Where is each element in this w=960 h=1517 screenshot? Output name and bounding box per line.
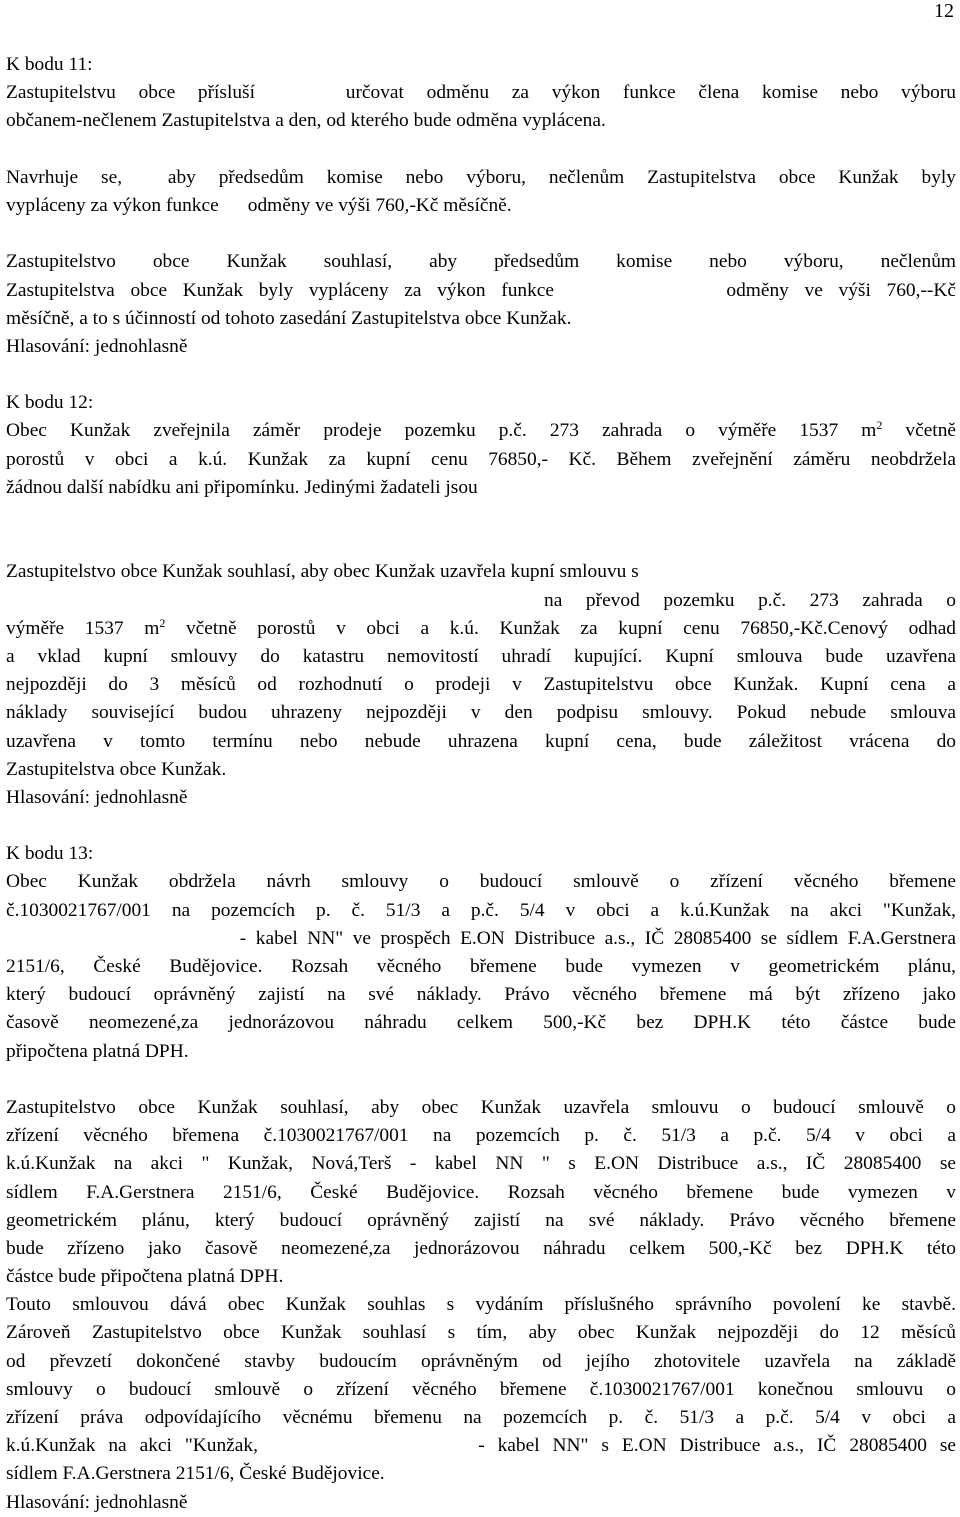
s13-p2-line: bude zřízeno jako časově neomezené,za jednorázovou náhradu celkem 500,-Kč bez DPH.K této xyxy=(6,1237,956,1259)
superscript: 2 xyxy=(159,615,166,630)
s13-p2-line: od převzetí dokončené stavby budoucím oprávněným od jejího zhotovitele uzavřela na základě xyxy=(6,1350,956,1372)
s12-p2-line: Zastupitelstvo obce Kunžak souhlasí, aby obec Kunžak uzavřela kupní smlouvu s xyxy=(6,561,639,583)
s11-p2-line: Navrhuje se, aby předsedům komise nebo výboru, nečlenům Zastupitelstva obce Kunžak byly xyxy=(6,166,956,188)
s12-p2-text: výměře 1537 m xyxy=(6,617,160,639)
s13-p1-line: Obec Kunžak obdržela návrh smlouvy o budoucí smlouvě o zřízení věcného břemene xyxy=(6,871,956,893)
section-heading-12: K bodu 12: xyxy=(6,392,94,414)
s13-p1-line: č.1030021767/001 na pozemcích p. č. 51/3 a p.č. 5/4 v obci a k.ú.Kunžak na akci "Kunžak, xyxy=(6,899,956,921)
s12-p2-line: na převod pozemku p.č. 273 zahrada o xyxy=(544,589,956,611)
s13-p2-line: smlouvy o budoucí smlouvě o zřízení věcného břemene č.1030021767/001 konečnou smlouvu o xyxy=(6,1378,956,1400)
s13-p2-line: částce bude připočtena platná DPH. xyxy=(6,1266,284,1288)
s12-p2-line: nejpozději do 3 měsíců od rozhodnutí o prodeji v Zastupitelstvu obce Kunžak. Kupní cena a xyxy=(6,674,956,696)
s11-p1-line: občanem-nečlenem Zastupitelstva a den, od kterého bude odměna vyplácena. xyxy=(6,110,606,132)
section-heading-13: K bodu 13: xyxy=(6,843,94,865)
s12-p1-line xyxy=(6,417,956,445)
s12-p1-text: včetně xyxy=(882,420,956,442)
vote-result-12: Hlasování: jednohlasně xyxy=(6,786,188,808)
vote-result-13: Hlasování: jednohlasně xyxy=(6,1491,188,1513)
s13-p2-line: Zároveň Zastupitelstvo obce Kunžak souhlasí s tím, aby obec Kunžak nejpozději do 12 měsíců xyxy=(6,1322,956,1344)
section-heading-11: K bodu 11: xyxy=(6,54,93,75)
document-body xyxy=(6,51,956,1517)
s12-p2-line: uzavřena v tomto termínu nebo nebude uhrazena kupní cena, bude záležitost vrácena do xyxy=(6,730,956,752)
s13-p1-line: připočtena platná DPH. xyxy=(6,1040,189,1062)
s13-p2-line: zřízení věcného břemena č.1030021767/001 na pozemcích p. č. 51/3 a p.č. 5/4 v obci a xyxy=(6,1125,956,1147)
s12-p1-text: Obec Kunžak zveřejnila záměr prodeje pozemku p.č. 273 zahrada o výměře 1537 m xyxy=(6,420,877,442)
s12-p2-line xyxy=(6,615,956,643)
s13-p2-line: geometrickém plánu, který budoucí oprávněný zajistí na své náklady. Právo věcného břemene xyxy=(6,1209,956,1231)
s12-p2-line: náklady související budou uhrazeny nejpozději v den podpisu smlouvy. Pokud nebude smlouva xyxy=(6,702,956,724)
s11-p3-line: Zastupitelstva obce Kunžak byly vypláceny za výkon funkce odměny ve výši 760,--Kč xyxy=(6,279,956,301)
vote-result-11: Hlasování: jednohlasně xyxy=(6,335,188,357)
s12-p2-line: a vklad kupní smlouvy do katastru nemovitostí uhradí kupující. Kupní smlouva bude uzavřena xyxy=(6,645,956,667)
s13-p2-line: zřízení práva odpovídajícího věcnému břemenu na pozemcích p. č. 51/3 a p.č. 5/4 v obci a xyxy=(6,1407,956,1428)
s13-p2-line: k.ú.Kunžak na akci "Kunžak, - kabel NN" s E.ON Distribuce a.s., IČ 28085400 se xyxy=(6,1435,956,1457)
s13-p1-line: - kabel NN" ve prospěch E.ON Distribuce a.s., IČ 28085400 se sídlem F.A.Gerstnera xyxy=(116,927,956,949)
s11-p3-line: Zastupitelstvo obce Kunžak souhlasí, aby předsedům komise nebo výboru, nečlenům xyxy=(6,251,956,273)
s13-p1-line: 2151/6, České Budějovice. Rozsah věcného břemene bude vymezen v geometrickém plánu, xyxy=(6,956,956,977)
s13-p1-line: který budoucí oprávněný zajistí na své náklady. Právo věcného břemene má být zřízeno jako xyxy=(6,984,956,1006)
s11-p1-line: Zastupitelstvu obce přísluší určovat odměnu za výkon funkce člena komise nebo výboru xyxy=(6,82,956,104)
superscript: 2 xyxy=(876,418,883,433)
s13-p2-line: k.ú.Kunžak na akci " Kunžak, Nová,Terš - kabel NN " s E.ON Distribuce a.s., IČ 28085400 se xyxy=(6,1153,956,1175)
s13-p2-line: sídlem F.A.Gerstnera 2151/6, České Budějovice. Rozsah věcného břemene bude vymezen v xyxy=(6,1181,956,1203)
s12-p1-line: porostů v obci a k.ú. Kunžak za kupní cenu 76850,- Kč. Během zveřejnění záměru neobdržela xyxy=(6,448,956,470)
s13-p2-line: Zastupitelstvo obce Kunžak souhlasí, aby obec Kunžak uzavřela smlouvu o budoucí smlouvě o xyxy=(6,1096,956,1118)
s12-p2-text: včetně porostů v obci a k.ú. Kunžak za kupní cenu 76850,-Kč.Cenový odhad xyxy=(165,617,956,639)
s12-p2-line: Zastupitelstva obce Kunžak. xyxy=(6,758,227,780)
s12-p1-line: žádnou další nabídku ani připomínku. Jedinými žadateli jsou xyxy=(6,476,478,498)
s11-p2-line: vypláceny za výkon funkce odměny ve výši 760,-Kč měsíčně. xyxy=(6,194,512,216)
s11-p3-line: měsíčně, a to s účinností od tohoto zasedání Zastupitelstva obce Kunžak. xyxy=(6,307,572,329)
s13-p1-line: časově neomezené,za jednorázovou náhradu celkem 500,-Kč bez DPH.K této částce bude xyxy=(6,1012,956,1034)
s13-p2-line: Touto smlouvou dává obec Kunžak souhlas s vydáním příslušného správního povolení ke stavbě. xyxy=(6,1294,956,1316)
s13-p2-line: sídlem F.A.Gerstnera 2151/6, České Budějovice. xyxy=(6,1463,385,1485)
page-number: 12 xyxy=(934,0,954,22)
